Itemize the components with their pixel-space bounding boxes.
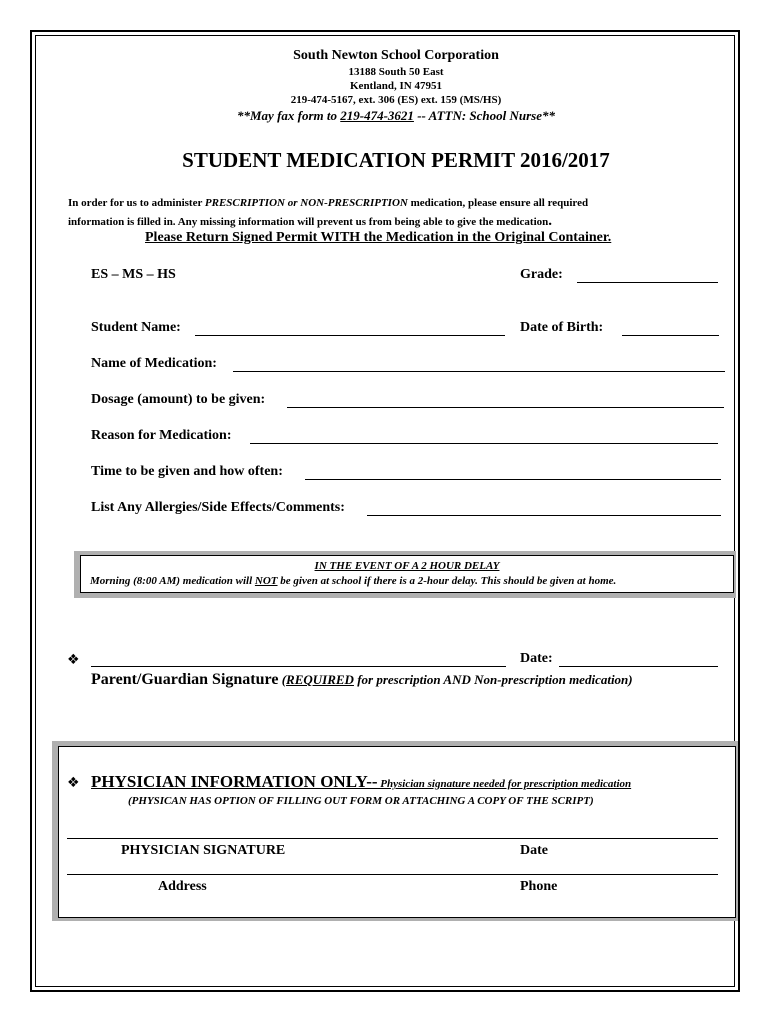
intro-part-1: In order for us to administer bbox=[68, 197, 205, 209]
allergies-label: List Any Allergies/Side Effects/Comments: bbox=[91, 500, 345, 515]
delay-heading: IN THE EVENT OF A 2 HOUR DELAY bbox=[314, 560, 500, 572]
fax-suffix: -- ATTN: School Nurse** bbox=[413, 108, 556, 123]
intro-emphasis: PRESCRIPTION or NON-PRESCRIPTION bbox=[204, 197, 408, 209]
delay-text-2: be given at school if there is a 2-hour delay. This should be given at home. bbox=[277, 575, 617, 587]
intro-part-2: medication, please ensure all required bbox=[407, 197, 589, 209]
physician-option-note: (PHYSICAN HAS OPTION OF FILLING OUT FORM OR ATTACHING A COPY OF THE SCRIPT) bbox=[128, 795, 594, 807]
form-title: STUDENT MEDICATION PERMIT 2016/2017 bbox=[182, 148, 610, 172]
dob-label: Date of Birth: bbox=[520, 320, 604, 335]
parent-signature-caption bbox=[91, 671, 633, 689]
grade-field[interactable] bbox=[577, 282, 718, 283]
school-levels: ES – MS – HS bbox=[91, 267, 176, 282]
required-open: ( bbox=[278, 672, 287, 687]
delay-text bbox=[90, 575, 616, 587]
required-word: REQUIRED bbox=[286, 672, 354, 687]
student-name-label: Student Name: bbox=[91, 320, 181, 335]
dob-field[interactable] bbox=[622, 335, 719, 336]
physician-signature-field[interactable] bbox=[67, 838, 718, 839]
intro-line-2 bbox=[68, 213, 552, 230]
delay-notice-box bbox=[80, 555, 734, 593]
phone-line: 219-474-5167, ext. 306 (ES) ext. 159 (MS/HS) bbox=[290, 94, 502, 106]
time-field[interactable] bbox=[305, 479, 721, 480]
dosage-label: Dosage (amount) to be given: bbox=[91, 392, 266, 407]
reason-label: Reason for Medication: bbox=[91, 428, 232, 443]
grade-label: Grade: bbox=[520, 267, 563, 282]
delay-not: NOT bbox=[254, 575, 278, 587]
medication-field[interactable] bbox=[233, 371, 725, 372]
physician-address-label: Address bbox=[158, 879, 207, 894]
delay-text-1: Morning (8:00 AM) medication will bbox=[90, 575, 255, 587]
fax-prefix: **May fax form to bbox=[236, 108, 341, 123]
intro-line-2-end: . bbox=[548, 213, 552, 229]
intro-line-2-text: information is filled in. Any missing information will prevent us from being able to give the medication bbox=[68, 216, 549, 228]
parent-signature-field[interactable] bbox=[91, 666, 506, 667]
physician-heading-note: Physician signature needed for prescription medication bbox=[377, 778, 632, 790]
physician-bullet-icon: ❖ bbox=[67, 775, 80, 791]
reason-field[interactable] bbox=[250, 443, 718, 444]
physician-heading: PHYSICIAN INFORMATION ONLY-- bbox=[91, 772, 378, 791]
physician-date-label: Date bbox=[520, 843, 548, 858]
physician-signature-label: PHYSICIAN SIGNATURE bbox=[121, 843, 286, 858]
return-notice: Please Return Signed Permit WITH the Medication in the Original Container. bbox=[145, 230, 612, 245]
physician-address-field[interactable] bbox=[67, 874, 718, 875]
allergies-field[interactable] bbox=[367, 515, 721, 516]
address-line-2: Kentland, IN 47951 bbox=[350, 80, 442, 92]
dosage-field[interactable] bbox=[287, 407, 724, 408]
physician-heading-line bbox=[91, 772, 631, 792]
parent-signature-label: Parent/Guardian Signature bbox=[91, 671, 279, 688]
required-rest: for prescription AND Non-prescription medication) bbox=[353, 672, 633, 687]
time-label: Time to be given and how often: bbox=[91, 464, 283, 479]
org-name: South Newton School Corporation bbox=[293, 48, 499, 63]
parent-date-field[interactable] bbox=[559, 666, 718, 667]
student-name-field[interactable] bbox=[195, 335, 505, 336]
address-line-1: 13188 South 50 East bbox=[348, 66, 444, 78]
parent-bullet-icon: ❖ bbox=[67, 652, 80, 668]
parent-date-label: Date: bbox=[520, 651, 553, 666]
fax-number: 219-474-3621 bbox=[340, 108, 414, 123]
intro-line-1 bbox=[68, 197, 588, 209]
physician-phone-label: Phone bbox=[520, 879, 558, 894]
medication-label: Name of Medication: bbox=[91, 356, 217, 371]
fax-line bbox=[0, 108, 770, 124]
